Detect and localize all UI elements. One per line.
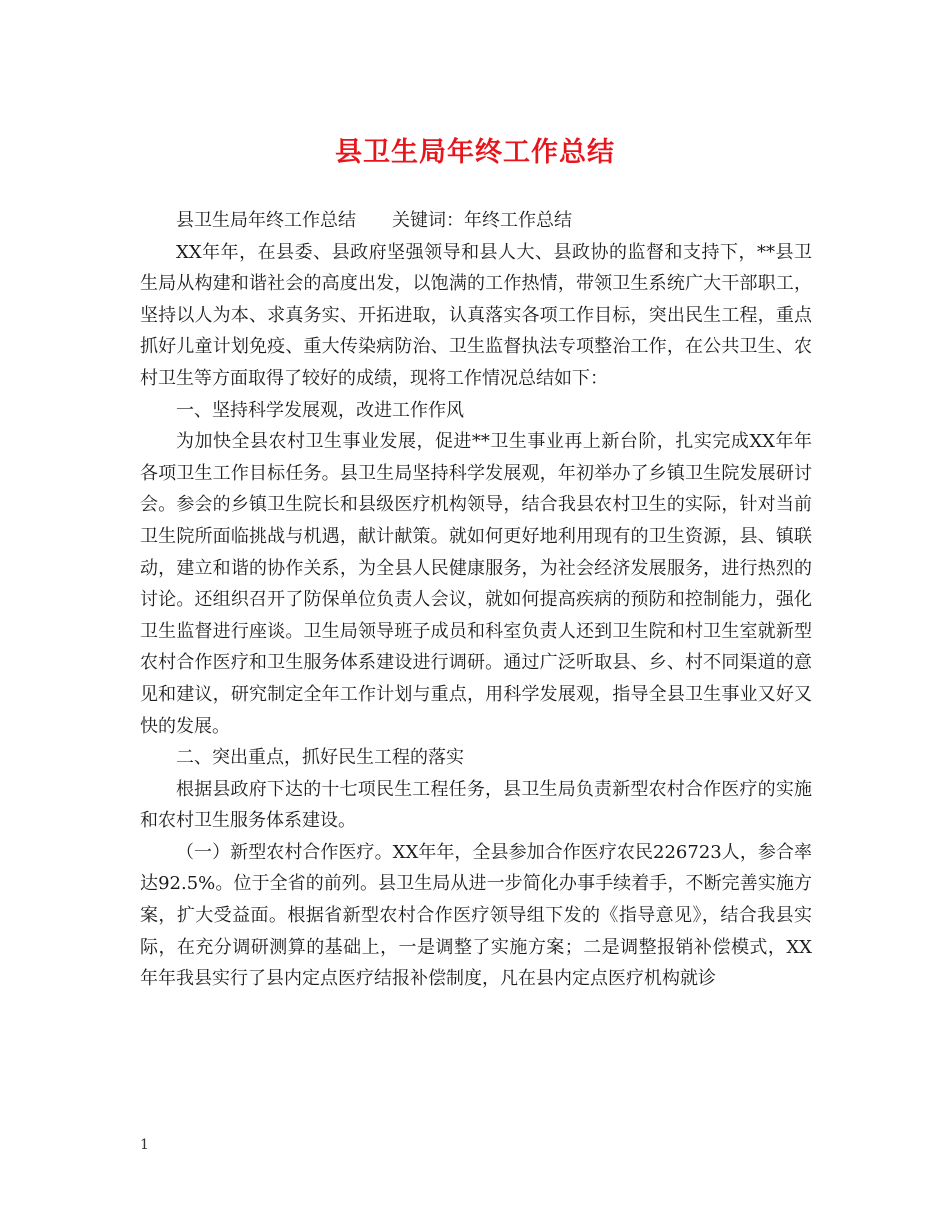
- header-line: [140, 205, 812, 237]
- page-number: 1: [140, 1137, 149, 1153]
- document-title: 县卫生局年终工作总结: [335, 137, 615, 168]
- paragraph-subsection-1: （一）新型农村合作医疗。XX年年，全县参加合作医疗农民226723人，参合率达92.5%。位于全省的前列。县卫生局从进一步简化办事手续着手，不断完善实施方案，扩大受益面。根据省新型农村合作医疗领导组下发的《指导意见》，结合我县实际，在充分调研测算的基础上，一是调整了实施方案；二是调整报销补偿模式，XX年年我县实行了县内定点医疗结报补偿制度，凡在县内定点医疗机构就诊: [140, 841, 812, 990]
- section-heading-1: 一、坚持科学发展观，改进工作作风: [176, 399, 464, 421]
- paragraph-intro: XX年年，在县委、县政府坚强领导和县人大、县政协的监督和支持下，**县卫生局从构建和谐社会的高度出发，以饱满的工作热情，带领卫生系统广大干部职工，坚持以人为本、求真务实、开拓进取，认真落实各项工作目标，突出民生工程，重点抓好儿童计划免疫、重大传染病防治、卫生监督执法专项整治工作，在公共卫生、农村卫生等方面取得了较好的成绩，现将工作情况总结如下：: [140, 241, 812, 389]
- section-heading-2: 二、突出重点，抓好民生工程的落实: [176, 747, 464, 769]
- paragraph-section-2: 根据县政府下达的十七项民生工程任务，县卫生局负责新型农村合作医疗的实施和农村卫生服务体系建设。: [140, 778, 812, 832]
- title-reference: 县卫生局年终工作总结: [176, 210, 356, 231]
- document-body: [140, 205, 812, 995]
- keywords: 关键词：年终工作总结: [392, 210, 572, 231]
- paragraph-section-1: 为加快全县农村卫生事业发展，促进**卫生事业再上新台阶，扎实完成XX年年各项卫生工作目标任务。县卫生局坚持科学发展观，年初举办了乡镇卫生院发展研讨会。参会的乡镇卫生院长和县级医疗机构领导，结合我县农村卫生的实际，针对当前卫生院所面临挑战与机遇，献计献策。就如何更好地利用现有的卫生资源，县、镇联动，建立和谐的协作关系，为全县人民健康服务，为社会经济发展服务，进行热烈的讨论。还组织召开了防保单位负责人会议，就如何提高疾病的预防和控制能力，强化卫生监督进行座谈。卫生局领导班子成员和科室负责人还到卫生院和村卫生室就新型农村合作医疗和卫生服务体系建设进行调研。通过广泛听取县、乡、村不同渠道的意见和建议，研究制定全年工作计划与重点，用科学发展观，指导全县卫生事业又好又快的发展。: [140, 431, 812, 737]
